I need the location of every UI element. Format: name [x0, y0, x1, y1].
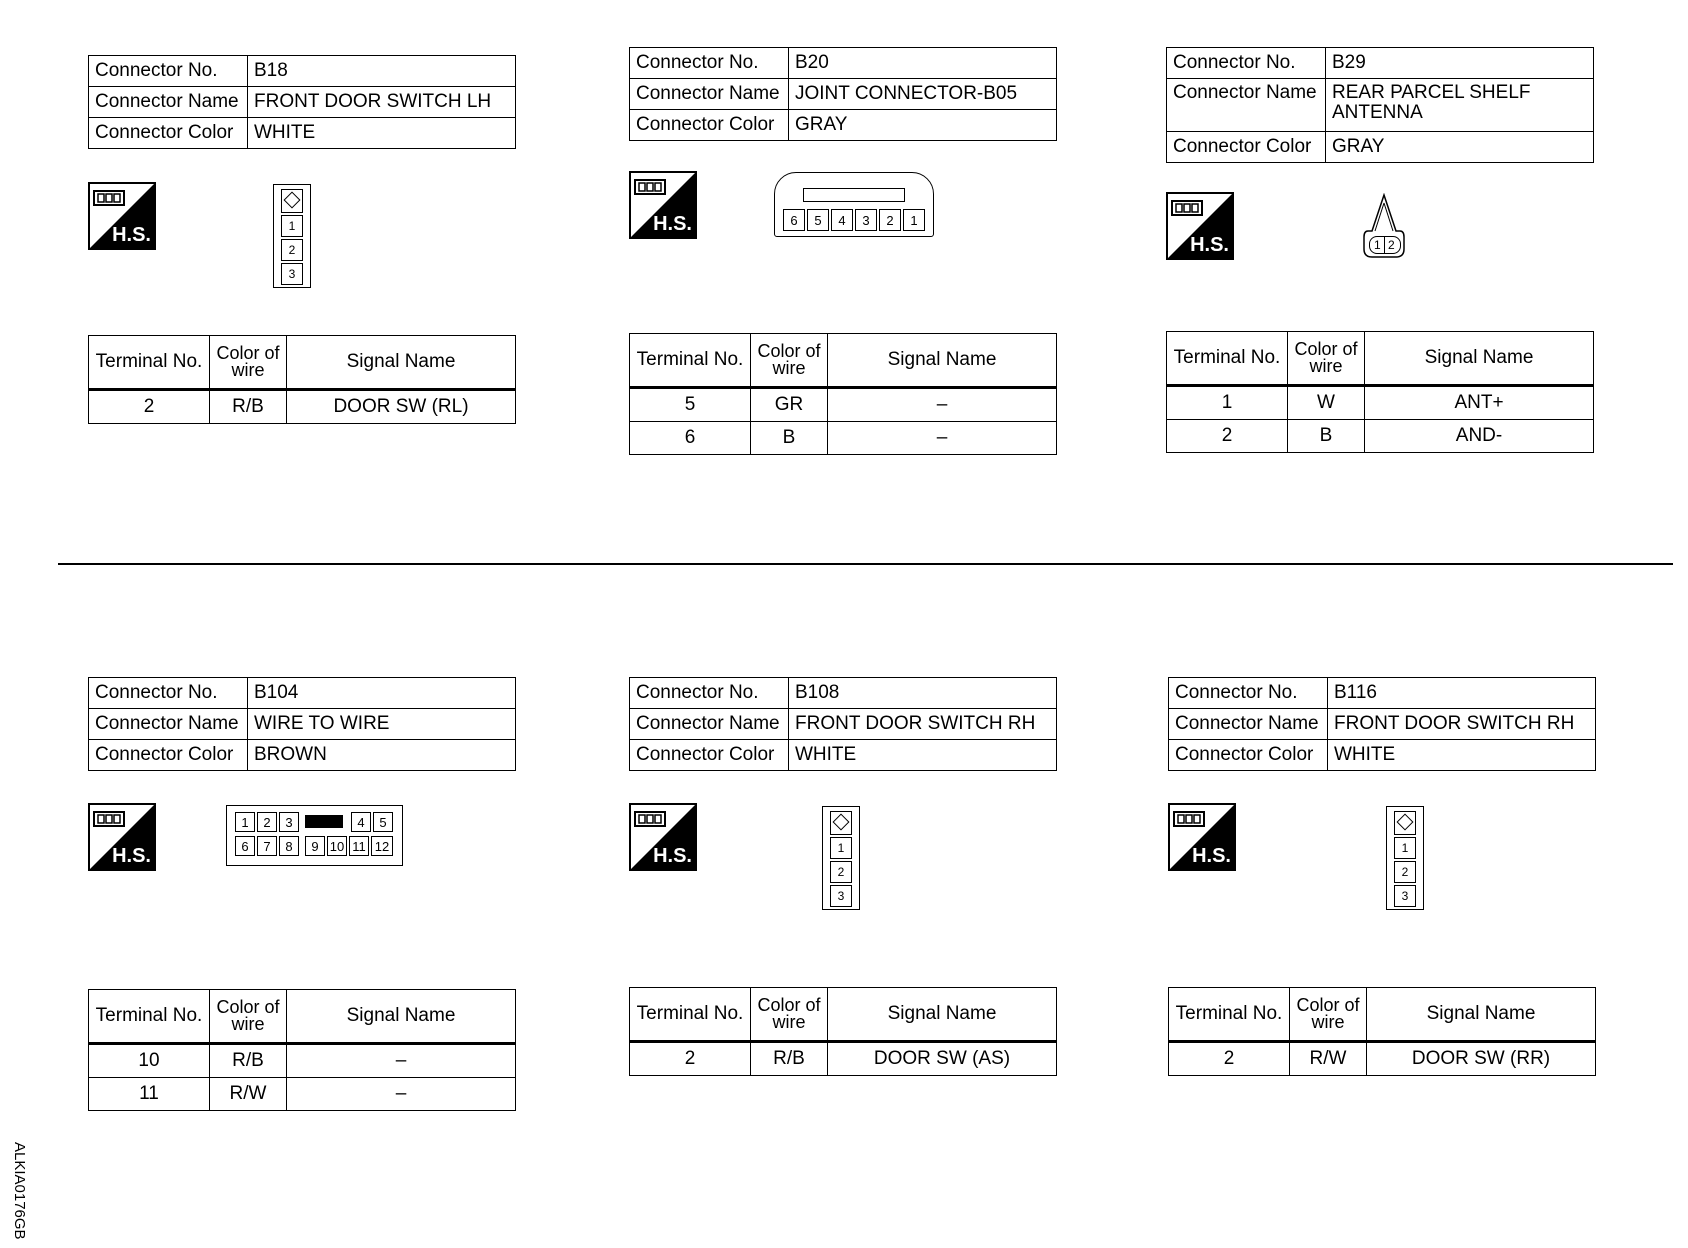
- signal-name-header: Signal Name: [828, 988, 1057, 1042]
- harness-side-icon: [88, 803, 156, 871]
- pin: 1: [235, 812, 255, 832]
- pin: 5: [807, 209, 829, 231]
- figure-id: ALKIA0176GB: [11, 1142, 28, 1240]
- hs-label: H.S.: [1192, 845, 1231, 867]
- signal-cell: AND-: [1365, 420, 1594, 453]
- table-row: [630, 388, 1057, 422]
- signal-cell: ANT+: [1365, 386, 1594, 420]
- terminal-no-header: Terminal No.: [1167, 332, 1288, 386]
- table-row: [1167, 420, 1594, 453]
- terminal-no-header: Terminal No.: [630, 988, 751, 1042]
- connector-color-value: WHITE: [789, 740, 1057, 771]
- signal-cell: –: [287, 1044, 516, 1078]
- wire-color-header: Color of wire: [210, 990, 287, 1044]
- connector-color-value: GRAY: [1326, 132, 1594, 163]
- connector-face-b104: [226, 805, 403, 866]
- latch: [803, 188, 905, 202]
- terminal-cell: 11: [89, 1078, 210, 1111]
- signal-name-header: Signal Name: [1367, 988, 1596, 1042]
- table-row: [89, 390, 516, 424]
- connector-no-value: B29: [1326, 48, 1594, 79]
- hs-label: H.S.: [653, 845, 692, 867]
- signal-cell: –: [828, 422, 1057, 455]
- wire-cell: GR: [751, 388, 828, 422]
- connector-name-value: WIRE TO WIRE: [248, 709, 516, 740]
- signal-cell: –: [828, 388, 1057, 422]
- connector-name-label: Connector Name: [1169, 709, 1328, 740]
- terminal-no-header: Terminal No.: [1169, 988, 1290, 1042]
- hs-label: H.S.: [112, 224, 151, 246]
- pin: 2: [879, 209, 901, 231]
- pin: 10: [327, 836, 347, 856]
- pin: 1: [281, 215, 303, 237]
- connector-color-value: WHITE: [248, 118, 516, 149]
- wire-color-header: Color of wire: [1290, 988, 1367, 1042]
- connector-symbol-icon: [93, 809, 125, 829]
- wire-color-header: Color of wire: [751, 988, 828, 1042]
- terminal-cell: 6: [630, 422, 751, 455]
- connector-b104: [88, 677, 516, 771]
- wire-cell: R/B: [751, 1042, 828, 1076]
- pin: 1: [830, 837, 852, 859]
- terminal-cell: 2: [630, 1042, 751, 1076]
- terminal-table-b108: [629, 987, 1057, 1076]
- pin-housing: [1369, 236, 1401, 254]
- wire-cell: W: [1288, 386, 1365, 420]
- wire-cell: B: [751, 422, 828, 455]
- pin: 2: [1394, 861, 1416, 883]
- connector-symbol-icon: [1171, 198, 1203, 218]
- signal-name-header: Signal Name: [828, 334, 1057, 388]
- connector-b20: [629, 47, 1057, 141]
- connector-color-value: GRAY: [789, 110, 1057, 141]
- connector-info-table: [1168, 677, 1596, 771]
- pin: 7: [257, 836, 277, 856]
- connector-no-label: Connector No.: [1169, 678, 1328, 709]
- wire-cell: R/W: [210, 1078, 287, 1111]
- connector-b116: [1168, 677, 1596, 771]
- harness-side-icon: [629, 803, 697, 871]
- pin: 4: [831, 209, 853, 231]
- wire-cell: R/B: [210, 1044, 287, 1078]
- terminal-cell: 1: [1167, 386, 1288, 420]
- connector-name-value: JOINT CONNECTOR-B05: [789, 79, 1057, 110]
- pin: 8: [279, 836, 299, 856]
- connector-no-label: Connector No.: [630, 678, 789, 709]
- signal-name-header: Signal Name: [287, 990, 516, 1044]
- pin: 3: [855, 209, 877, 231]
- signal-cell: DOOR SW (RR): [1367, 1042, 1596, 1076]
- section-divider: [58, 563, 1673, 565]
- table-row: [89, 1044, 516, 1078]
- connector-b108: [629, 677, 1057, 771]
- terminal-no-header: Terminal No.: [89, 990, 210, 1044]
- pin: 12: [371, 836, 393, 856]
- connector-no-value: B104: [248, 678, 516, 709]
- connector-info-table: [1166, 47, 1594, 163]
- connector-no-label: Connector No.: [630, 48, 789, 79]
- connector-color-label: Connector Color: [1167, 132, 1326, 163]
- terminal-cell: 2: [1167, 420, 1288, 453]
- connector-b29: [1166, 47, 1594, 163]
- connector-symbol-icon: [634, 809, 666, 829]
- harness-side-icon: [1168, 803, 1236, 871]
- connector-face-b116: [1386, 806, 1424, 910]
- connector-no-value: B108: [789, 678, 1057, 709]
- terminal-no-header: Terminal No.: [89, 336, 210, 390]
- key-mark-icon: [1394, 811, 1416, 835]
- connector-name-label: Connector Name: [630, 79, 789, 110]
- connector-info-table: [88, 55, 516, 149]
- connector-name-value: FRONT DOOR SWITCH LH: [248, 87, 516, 118]
- signal-cell: DOOR SW (AS): [828, 1042, 1057, 1076]
- table-row: [1169, 1042, 1596, 1076]
- pin: 1: [1374, 238, 1381, 252]
- connector-color-label: Connector Color: [89, 740, 248, 771]
- pin: 1: [903, 209, 925, 231]
- connector-no-label: Connector No.: [89, 678, 248, 709]
- pin: 3: [279, 812, 299, 832]
- pin: 2: [830, 861, 852, 883]
- connector-no-value: B18: [248, 56, 516, 87]
- table-row: [1167, 386, 1594, 420]
- terminal-cell: 10: [89, 1044, 210, 1078]
- signal-name-header: Signal Name: [287, 336, 516, 390]
- connector-color-value: WHITE: [1328, 740, 1596, 771]
- terminal-table-b18: [88, 335, 516, 424]
- hs-label: H.S.: [112, 845, 151, 867]
- harness-side-icon: [629, 171, 697, 239]
- wire-cell: R/W: [1290, 1042, 1367, 1076]
- harness-side-icon: [1166, 192, 1234, 260]
- connector-color-label: Connector Color: [630, 110, 789, 141]
- connector-info-table: [88, 677, 516, 771]
- terminal-table-b20: [629, 333, 1057, 455]
- wire-color-header: Color of wire: [1288, 332, 1365, 386]
- terminal-cell: 2: [89, 390, 210, 424]
- signal-cell: DOOR SW (RL): [287, 390, 516, 424]
- terminal-cell: 5: [630, 388, 751, 422]
- connector-name-value: FRONT DOOR SWITCH RH: [1328, 709, 1596, 740]
- connector-no-value: B116: [1328, 678, 1596, 709]
- pin: 2: [257, 812, 277, 832]
- connector-name-label: Connector Name: [630, 709, 789, 740]
- blocked-cavity: [305, 815, 343, 828]
- connector-info-table: [629, 47, 1057, 141]
- connector-name-value: FRONT DOOR SWITCH RH: [789, 709, 1057, 740]
- connector-no-value: B20: [789, 48, 1057, 79]
- hs-label: H.S.: [653, 213, 692, 235]
- connector-color-value: BROWN: [248, 740, 516, 771]
- pin: 3: [1394, 885, 1416, 907]
- pin: 3: [281, 263, 303, 285]
- connector-b18: [88, 55, 516, 149]
- connector-symbol-icon: [1173, 809, 1205, 829]
- connector-name-label: Connector Name: [89, 87, 248, 118]
- connector-face-b20: [774, 172, 934, 237]
- connector-color-label: Connector Color: [630, 740, 789, 771]
- signal-name-header: Signal Name: [1365, 332, 1594, 386]
- pin: 11: [349, 836, 369, 856]
- connector-symbol-icon: [634, 177, 666, 197]
- key-mark-icon: [281, 189, 303, 213]
- pin: 2: [1388, 238, 1395, 252]
- hs-label: H.S.: [1190, 234, 1229, 256]
- wire-cell: B: [1288, 420, 1365, 453]
- connector-no-label: Connector No.: [89, 56, 248, 87]
- connector-symbol-icon: [93, 188, 125, 208]
- table-row: [89, 1078, 516, 1111]
- connector-name-value: REAR PARCEL SHELF ANTENNA: [1326, 79, 1594, 132]
- terminal-no-header: Terminal No.: [630, 334, 751, 388]
- connector-face-b108: [822, 806, 860, 910]
- pin: 1: [1394, 837, 1416, 859]
- table-row: [630, 422, 1057, 455]
- harness-side-icon: [88, 182, 156, 250]
- signal-cell: –: [287, 1078, 516, 1111]
- pin: 4: [351, 812, 371, 832]
- pin: 5: [373, 812, 393, 832]
- pin: 6: [783, 209, 805, 231]
- connector-face-b29: [1362, 193, 1406, 261]
- terminal-table-b29: [1166, 331, 1594, 453]
- connector-no-label: Connector No.: [1167, 48, 1326, 79]
- key-mark-icon: [830, 811, 852, 835]
- wire-color-header: Color of wire: [751, 334, 828, 388]
- terminal-table-b116: [1168, 987, 1596, 1076]
- table-row: [630, 1042, 1057, 1076]
- connector-color-label: Connector Color: [1169, 740, 1328, 771]
- wire-color-header: Color of wire: [210, 336, 287, 390]
- pin: 2: [281, 239, 303, 261]
- pin: 9: [305, 836, 325, 856]
- pin: 6: [235, 836, 255, 856]
- connector-info-table: [629, 677, 1057, 771]
- pin: 3: [830, 885, 852, 907]
- connector-color-label: Connector Color: [89, 118, 248, 149]
- connector-name-label: Connector Name: [1167, 79, 1326, 132]
- connector-face-b18: [273, 184, 311, 288]
- connector-name-label: Connector Name: [89, 709, 248, 740]
- terminal-cell: 2: [1169, 1042, 1290, 1076]
- wire-cell: R/B: [210, 390, 287, 424]
- terminal-table-b104: [88, 989, 516, 1111]
